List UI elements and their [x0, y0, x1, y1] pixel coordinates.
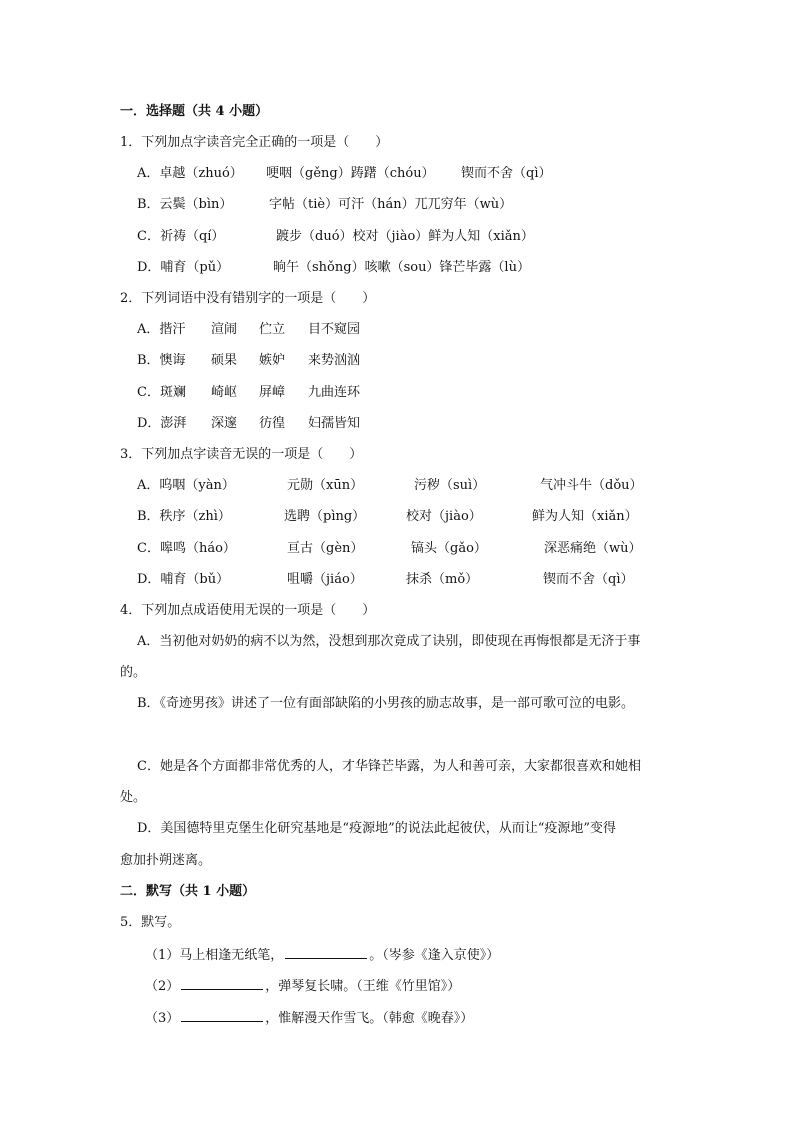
option-word: 鲜为人知（xiǎn）	[532, 509, 638, 524]
option-d: D．澎湃	[137, 416, 187, 431]
option-d-part: 晌午（shǒng）咳嗽（sou）锋芒毕露（lù）	[273, 260, 530, 275]
option-a: A．呜咽（yàn）	[137, 478, 235, 493]
fill-item-suffix: ，弹琴复长啸。（王维《竹里馆》）	[265, 979, 461, 994]
fill-item-prefix: （2）	[145, 979, 180, 994]
option-word: 气冲斗牛（dǒu）	[540, 478, 643, 493]
option-b-part: 字帖（tiè）可汗（hán）兀兀穷年（wù）	[269, 197, 513, 212]
option-b: B．云鬓（bìn）	[137, 197, 233, 212]
option-word: 锲而不舍（qì）	[543, 572, 634, 587]
option-word: 深恶痛绝（wù）	[544, 541, 642, 556]
option-word: 来势汹汹	[308, 353, 361, 368]
option-word: 妇孺皆知	[308, 416, 361, 431]
option-word: 屏嶂	[259, 385, 286, 400]
question-stem: 4．下列加点成语使用无误的一项是（ ）	[120, 603, 376, 618]
option-word: 校对（jiào）	[406, 509, 482, 524]
answer-blank[interactable]	[181, 976, 263, 990]
answer-blank[interactable]	[285, 945, 367, 959]
fill-item-suffix: 。（岑参《逢入京使》）	[369, 948, 500, 963]
option-d: D．哺育（bǔ）	[137, 572, 230, 587]
option-a: A．卓越（zhuó）	[137, 166, 243, 181]
option-d: D．哺育（pǔ）	[137, 260, 230, 275]
option-word: 元勋（xūn）	[287, 478, 364, 493]
fill-item-prefix: （1）马上相逢无纸笔，	[145, 948, 284, 963]
option-word: 嫉妒	[259, 353, 286, 368]
option-word: 伫立	[259, 322, 286, 337]
option-word: 深邃	[211, 416, 238, 431]
option-c: C．祈祷（qí）	[137, 229, 225, 244]
option-word: 咀嚼（jiáo）	[287, 572, 363, 587]
option-b: B．懊诲	[137, 353, 186, 368]
option-a: A．当初他对奶奶的病不以为然，没想到那次竟成了诀别，即使现在再悔恨都是无济于事	[137, 634, 641, 649]
section-title: 一．选择题（共 4 小题）	[120, 104, 269, 119]
question-stem: 5．默写。	[120, 915, 181, 930]
fill-item	[145, 976, 460, 996]
question-stem: 3．下列加点字读音无误的一项是（ ）	[120, 447, 363, 462]
fill-item	[145, 1008, 473, 1028]
option-word: 崎岖	[211, 385, 238, 400]
option-c: C．嗥鸣（háo）	[137, 541, 236, 556]
option-a-cont: 的。	[120, 665, 147, 680]
option-word: 九曲连环	[308, 385, 361, 400]
option-a-part: 哽咽（gěng）踌躇（chóu）	[266, 166, 435, 181]
option-d: D．美国德特里克堡生化研究基地是“疫源地”的说法此起彼伏，从而让“疫源地”变得	[137, 821, 617, 836]
option-c-part: 踱步（duó）校对（jiào）鲜为人知（xiǎn）	[276, 229, 534, 244]
answer-blank[interactable]	[181, 1008, 263, 1022]
option-a: A．揩汗	[137, 322, 186, 337]
option-c: C．她是各个方面都非常优秀的人，才华锋芒毕露，为人和善可亲，大家都很喜欢和她相	[137, 759, 641, 774]
option-word: 渲闹	[211, 322, 238, 337]
fill-item-prefix: （3）	[145, 1011, 180, 1026]
option-word: 污秽（suì）	[414, 478, 486, 493]
question-stem: 2．下列词语中没有错别字的一项是（ ）	[120, 291, 376, 306]
option-word: 目不窥园	[308, 322, 361, 337]
option-word: 抹杀（mǒ）	[406, 572, 479, 587]
option-word: 彷徨	[259, 416, 286, 431]
option-c-cont: 处。	[120, 790, 147, 805]
option-word: 硕果	[211, 353, 238, 368]
question-stem: 1．下列加点字读音完全正确的一项是（ ）	[120, 135, 389, 150]
section-title: 二．默写（共 1 小题）	[120, 884, 256, 899]
option-word: 选聘（pìng）	[284, 509, 366, 524]
option-word: 镐头（gǎo）	[411, 541, 487, 556]
option-b: B．《奇迹男孩》讲述了一位有面部缺陷的小男孩的励志故事，是一部可歌可泣的电影。	[137, 696, 635, 711]
option-b: B．秩序（zhì）	[137, 509, 231, 524]
option-a-part: 锲而不舍（qì）	[461, 166, 552, 181]
fill-item-suffix: ，惟解漫天作雪飞。（韩愈《晚春》）	[265, 1011, 474, 1026]
option-c: C．斑斓	[137, 385, 186, 400]
option-word: 亘古（gèn）	[287, 541, 364, 556]
fill-item	[145, 945, 499, 965]
option-d-cont: 愈加扑朔迷离。	[120, 853, 212, 868]
